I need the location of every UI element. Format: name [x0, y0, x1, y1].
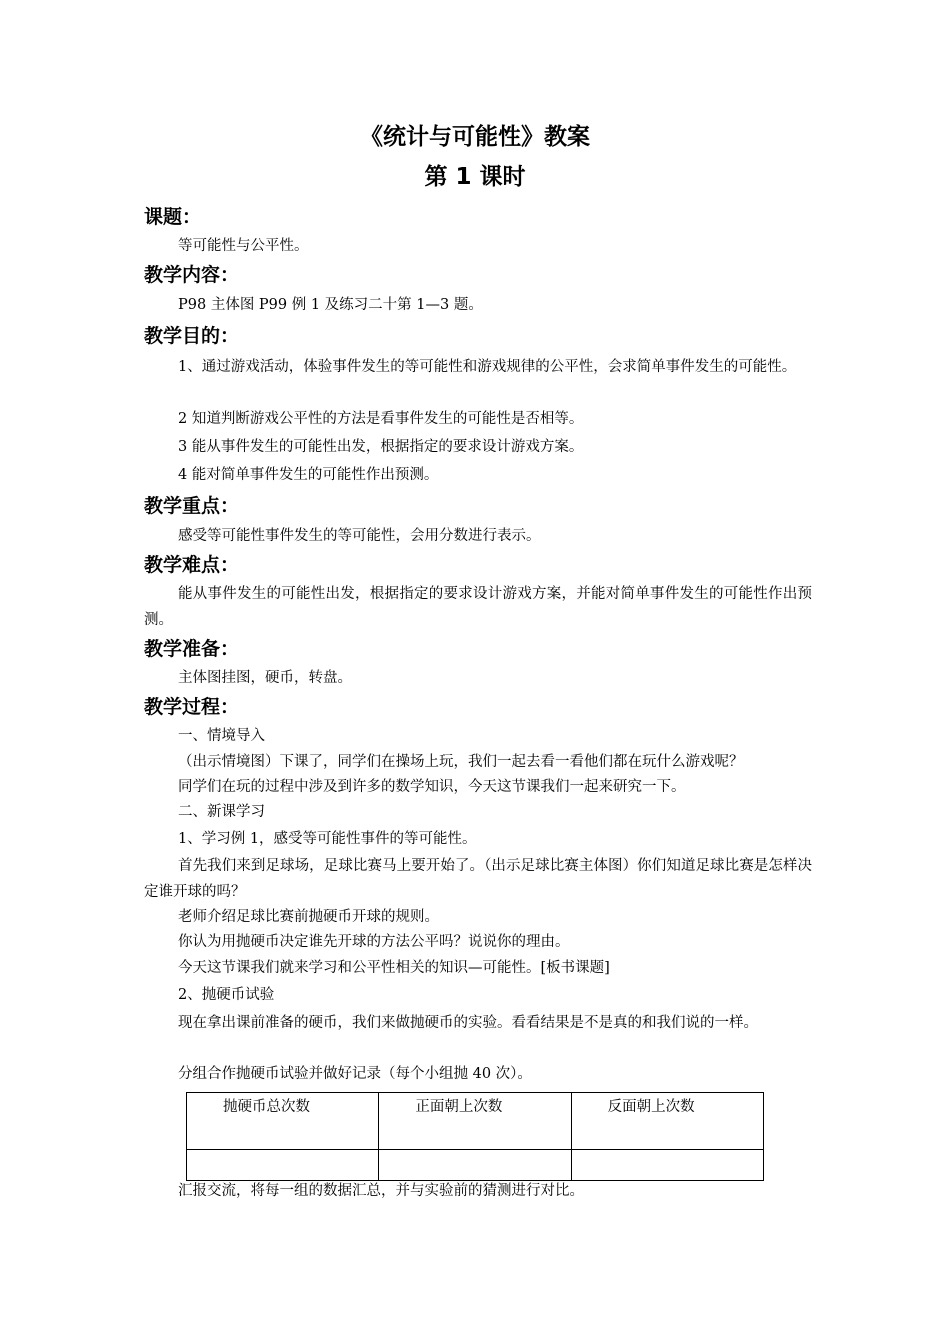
heading-difficulties: 教学难点： — [144, 554, 240, 576]
heading-topic: 课题： — [144, 206, 202, 228]
table-cell[interactable] — [571, 1150, 763, 1181]
process-paragraph: 汇报交流，将每一组的数据汇总，并与实验前的猜测进行对比。 — [178, 1183, 584, 1199]
key-points-text: 感受等可能性事件发生的等可能性，会用分数进行表示。 — [178, 528, 541, 544]
process-paragraph: 老师介绍足球比赛前抛硬币开球的规则。 — [178, 909, 439, 925]
preparation-text: 主体图挂图，硬币，转盘。 — [178, 670, 352, 686]
topic-text: 等可能性与公平性。 — [178, 238, 309, 254]
process-paragraph: 现在拿出课前准备的硬币，我们来做抛硬币的实验。看看结果是不是真的和我们说的一样。 — [178, 1015, 758, 1031]
header-heads-count: 正面朝上次数 — [415, 1099, 503, 1115]
table-row — [187, 1150, 764, 1181]
table-header-cell — [187, 1093, 379, 1150]
document-title: 《统计与可能性》教案 — [360, 124, 590, 150]
table-cell[interactable] — [187, 1150, 379, 1181]
header-total-tosses: 抛硬币总次数 — [223, 1099, 310, 1115]
process-paragraph: 你认为用抛硬币决定谁先开球的方法公平吗？说说你的理由。 — [178, 934, 570, 950]
goal-item: 4 能对简单事件发生的可能性作出预测。 — [178, 467, 439, 483]
table-header-cell — [379, 1093, 571, 1150]
heading-goals: 教学目的： — [144, 325, 240, 347]
process-paragraph: 1、学习例 1，感受等可能性事件的等可能性。 — [178, 831, 477, 847]
goal-item: 3 能从事件发生的可能性出发，根据指定的要求设计游戏方案。 — [178, 439, 584, 455]
heading-process: 教学过程： — [144, 696, 240, 718]
difficulties-text: 能从事件发生的可能性出发，根据指定的要求设计游戏方案，并能对简单事件发生的可能性作出预测。 — [144, 586, 812, 628]
coin-toss-record-table — [186, 1092, 764, 1181]
process-paragraph: 二、新课学习 — [178, 804, 265, 820]
process-paragraph: 同学们在玩的过程中涉及到许多的数学知识，今天这节课我们一起来研究一下。 — [178, 779, 686, 795]
heading-content: 教学内容： — [144, 264, 240, 286]
header-tails-count: 反面朝上次数 — [607, 1099, 695, 1115]
process-paragraph: 今天这节课我们就来学习和公平性相关的知识—可能性。[板书课题] — [178, 960, 610, 976]
process-paragraph: 分组合作抛硬币试验并做好记录（每个小组抛 40 次）。 — [178, 1066, 532, 1082]
process-paragraph: 2、抛硬币试验 — [178, 987, 275, 1003]
table-header-cell — [571, 1093, 763, 1150]
process-paragraph: 首先我们来到足球场，足球比赛马上要开始了。（出示足球比赛主体图）你们知道足球比赛是怎样决定谁开球的吗？ — [144, 858, 812, 900]
document-subtitle: 第 1 课时 — [424, 164, 526, 190]
process-paragraph: 一、情境导入 — [178, 728, 265, 744]
table-cell[interactable] — [379, 1150, 571, 1181]
heading-preparation: 教学准备： — [144, 638, 240, 660]
table-header-row — [187, 1093, 764, 1150]
goal-item: 1、通过游戏活动，体验事件发生的等可能性和游戏规律的公平性，会求简单事件发生的可能性。 — [178, 359, 797, 375]
content-text: P98 主体图 P99 例 1 及练习二十第 1—3 题。 — [178, 297, 483, 313]
goal-item: 2 知道判断游戏公平性的方法是看事件发生的可能性是否相等。 — [178, 411, 584, 427]
process-paragraph: （出示情境图）下课了，同学们在操场上玩，我们一起去看一看他们都在玩什么游戏呢？ — [178, 754, 744, 770]
heading-key-points: 教学重点： — [144, 495, 240, 517]
